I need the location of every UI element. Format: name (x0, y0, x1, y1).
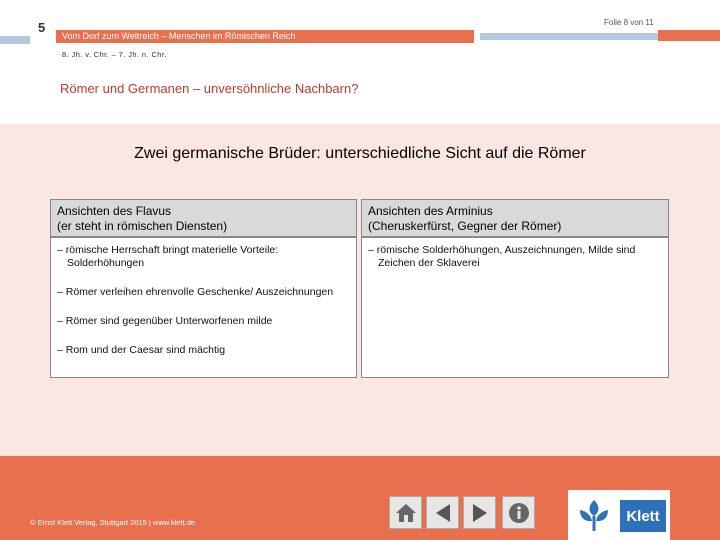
chapter-number: 5 (38, 20, 46, 35)
slide-counter: Folie 8 von 11 (604, 18, 654, 27)
back-arrow-icon (433, 502, 453, 524)
arminius-column-body (361, 237, 669, 378)
home-icon (394, 502, 418, 524)
list-item: – Rom und der Caesar sind mächtig (57, 344, 226, 356)
header-right-accent (658, 30, 720, 41)
list-item: – römische Solderhöhungen, Auszeichnungen, Milde sind Zeichen der Sklaverei (368, 244, 636, 269)
copyright-text: © Ernst Klett Verlag, Stuttgart 2015 | www.klett.de (30, 518, 196, 527)
next-slide-button[interactable] (463, 496, 496, 529)
header-title: Vom Dorf zum Weltreich – Menschen im Römischen Reich (62, 31, 296, 41)
arminius-header-line2: (Cheruskerfürst, Gegner der Römer) (368, 219, 562, 233)
flavus-header-line1: Ansichten des Flavus (57, 204, 172, 218)
list-item: – römische Herrschaft bringt materielle Vorteile: Solderhöhungen (57, 244, 279, 269)
content-title: Zwei germanische Brüder: unterschiedliche Sicht auf die Römer (134, 145, 586, 162)
klett-emblem-icon (574, 496, 614, 534)
home-button[interactable] (389, 496, 422, 529)
header-right-bar (480, 33, 660, 40)
arminius-column-header (361, 199, 669, 237)
list-item: – Römer verleihen ehrenvolle Geschenke/ Auszeichnungen (57, 286, 334, 298)
list-item: – Römer sind gegenüber Unterworfenen milde (57, 315, 273, 327)
flavus-column-body (50, 237, 357, 378)
date-range: 8. Jh. v. Chr. – 7. Jh. n. Chr. (62, 50, 167, 59)
flavus-column-header (50, 199, 357, 237)
header-left-bar (0, 36, 30, 44)
klett-logo (568, 490, 670, 540)
slide-subtitle: Römer und Germanen – unversöhnliche Nachbarn? (60, 81, 359, 96)
forward-arrow-icon (470, 502, 490, 524)
previous-slide-button[interactable] (426, 496, 459, 529)
arminius-header-line1: Ansichten des Arminius (368, 204, 493, 218)
flavus-header-line2: (er steht in römischen Diensten) (57, 219, 228, 233)
info-icon (508, 502, 530, 524)
info-button[interactable] (502, 496, 535, 529)
klett-logo-text: Klett (620, 500, 666, 532)
